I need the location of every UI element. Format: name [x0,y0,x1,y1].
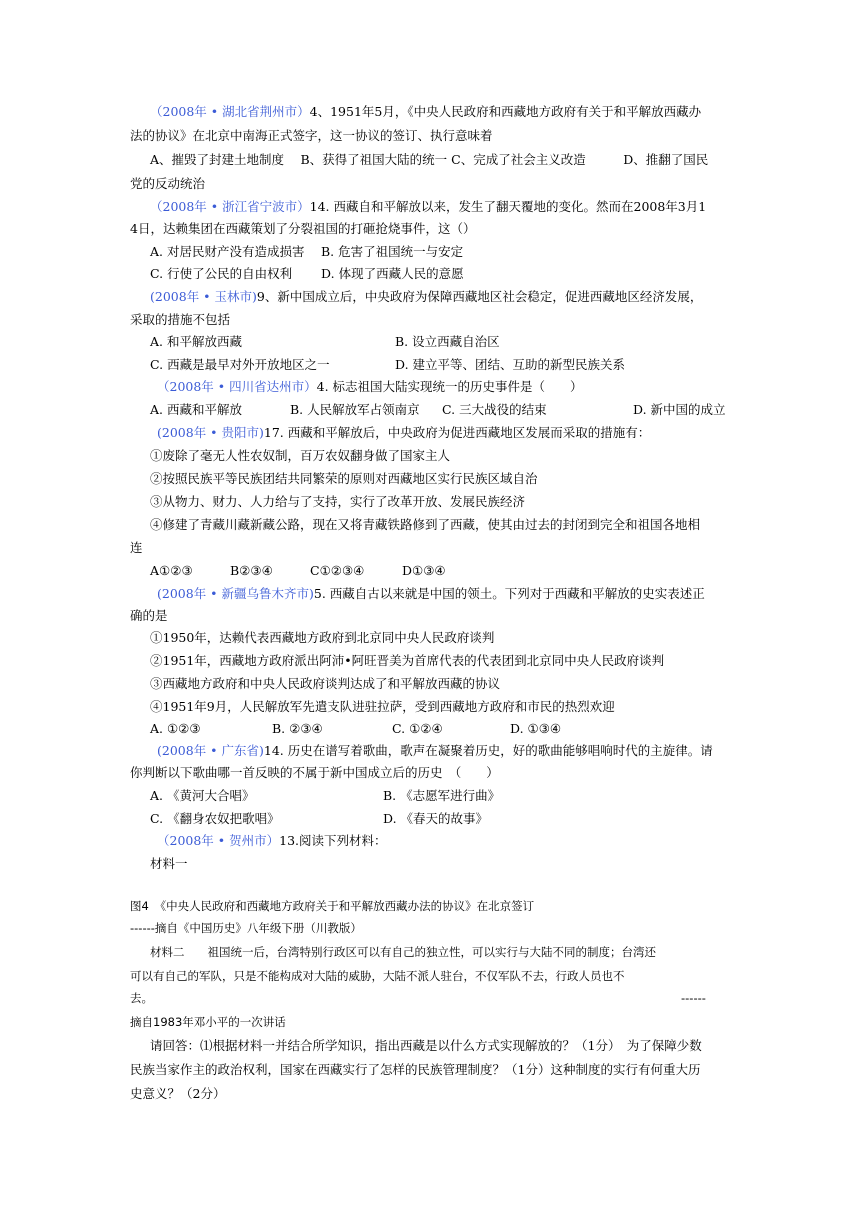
q5-option-b: B②③④ [230,563,273,578]
q8-line1: （2008年 • 贺州市）13.阅读下列材料： [157,833,387,848]
q7-option-c: C. 《翻身农奴把歌唱》 [150,811,280,826]
q4-line1: （2008年 • 四川省达州市）4. 标志祖国大陆实现统一的历史事件是（ ） [157,379,583,394]
q4-option-b: B. 人民解放军占领南京 [290,402,420,417]
q2-source: （2008年 • 浙江省宁波市） [150,199,310,214]
q5-source: (2008年 • 贵阳市) [157,425,264,440]
q1-line1: （2008年 • 湖北省荆州市）4、1951年5月，《中央人民政府和西藏地方政府有关于和平解放西藏办 [150,104,702,119]
q2-option-row: A. 对居民财产没有造成损害 B. 危害了祖国统一与安定 [150,244,464,259]
q5-option-d: D①③④ [402,563,446,578]
figure-source: ------摘自《中国历史》八年级下册（川教版） [130,921,362,935]
q1-options-tail: 党的反动统治 [130,176,206,191]
q2-line2: 4日，达赖集团在西藏策划了分裂祖国的打砸抢烧事件，这（） [130,221,476,236]
q6-item: ①1950年，达赖代表西藏地方政府到北京同中央人民政府谈判 [150,630,495,645]
q6-line2: 确的是 [130,608,168,623]
q2-line1: （2008年 • 浙江省宁波市）14. 西藏自和平解放以来，发生了翻天覆地的变化。然而在2008年3月1 [150,199,707,214]
q5-item: ③从物力、财力、人力给与了支持，实行了改革开放、发展民族经济 [150,494,526,509]
q7-line2: 你判断以下歌曲哪一首反映的不属于新中国成立后的历史 （ ） [130,765,499,780]
q6-item: ②1951年，西藏地方政府派出阿沛•阿旺晋美为首席代表的代表团到北京同中央人民政府谈判 [150,653,665,668]
q6-item: ④1951年9月，人民解放军先遣支队进驻拉萨，受到西藏地方政府和市民的热烈欢迎 [150,699,615,714]
q7-line1: (2008年 • 广东省)14. 历史在谱写着歌曲，歌声在凝聚着历史，好的歌曲能够唱响时代的主旋律。请 [157,743,713,758]
q7-option-a: A. 《黄河大合唱》 [150,788,255,803]
q5-option-a: A①②③ [150,563,193,578]
material2-line1: 材料二 祖国统一后，台湾特别行政区可以有自己的独立性，可以实行与大陆不同的制度；台湾还 [150,945,656,959]
material2-line2: 可以有自己的军队，只是不能构成对大陆的威胁，大陆不派人驻台，不仅军队不去，行政人员也不 [130,969,625,983]
q4-option-c: C. 三大战役的结束 [442,402,547,417]
q5-option-c: C①②③④ [310,563,365,578]
q5-item: ①废除了毫无人性农奴制，百万农奴翻身做了国家主人 [150,448,451,463]
q3-option-b: B. 设立西藏自治区 [395,334,500,349]
q8-material1-label: 材料一 [150,856,188,871]
q3-line1: (2008年 • 玉林市)9、新中国成立后，中央政府为保障西藏地区社会稳定，促进西藏地区经济发展， [150,289,703,304]
material2-dash: ------ [681,991,706,1005]
q5-item: ④修建了青藏川藏新藏公路，现在又将青藏铁路修到了西藏，使其由过去的封闭到完全和祖国各地相 [150,517,701,532]
q6-option-a: A. ①②③ [150,721,201,736]
figure-caption: 图4 《中央人民政府和西藏地方政府关于和平解放西藏办法的协议》在北京签订 [130,899,535,913]
q8-ask-line2: 民族当家作主的政治权利，国家在西藏实行了怎样的民族管理制度？（1分）这种制度的实行有何重大历 [130,1062,701,1077]
q6-option-d: D. ①③④ [510,721,562,736]
q3-line2: 采取的措施不包括 [130,312,231,327]
q1-source: （2008年 • 湖北省荆州市） [150,104,310,119]
q6-source: (2008年 • 新疆乌鲁木齐市) [157,586,314,601]
q7-option-b: B. 《志愿军进行曲》 [383,788,501,803]
q7-source: (2008年 • 广东省) [157,743,264,758]
material2-line3: 去。 [130,991,153,1005]
q4-source: （2008年 • 四川省达州市） [157,379,317,394]
q7-option-d: D. 《春天的故事》 [383,811,489,826]
q1-line2: 法的协议》在北京中南海正式签字，这一协议的签订、执行意味着 [130,128,493,143]
q1-options: A、摧毁了封建土地制度 B、获得了祖国大陆的统一 C、完成了社会主义改造 D、推翻了国民 [150,152,709,167]
q8-ask-line1: 请回答：⑴根据材料一并结合所学知识，指出西藏是以什么方式实现解放的？（1分） 为了保障少数 [150,1038,702,1053]
q8-ask-line3: 史意义？（2分） [130,1086,226,1101]
q3-option-d: D. 建立平等、团结、互助的新型民族关系 [395,357,626,372]
q5-line1: (2008年 • 贵阳市)17. 西藏和平解放后，中央政府为促进西藏地区发展而采取的措施有： [157,425,651,440]
q6-option-c: C. ①②④ [392,721,443,736]
q8-source: （2008年 • 贺州市） [157,833,280,848]
material2-source: 摘自1983年邓小平的一次讲话 [130,1015,286,1029]
q3-option-c: C. 西藏是最早对外开放地区之一 [150,357,330,372]
q6-item: ③西藏地方政府和中央人民政府谈判达成了和平解放西藏的协议 [150,676,501,691]
q4-option-d: D. 新中国的成立 [633,402,726,417]
q6-option-b: B. ②③④ [272,721,323,736]
q3-option-a: A. 和平解放西藏 [150,334,242,349]
q2-option-row: C. 行使了公民的自由权利 D. 体现了西藏人民的意愿 [150,266,464,281]
q4-option-a: A. 西藏和平解放 [150,402,242,417]
q5-item-tail: 连 [130,540,143,555]
q5-item: ②按照民族平等民族团结共同繁荣的原则对西藏地区实行民族区域自治 [150,471,538,486]
q3-source: (2008年 • 玉林市) [150,289,257,304]
q6-line1: (2008年 • 新疆乌鲁木齐市)5. 西藏自古以来就是中国的领土。下列对于西藏和平解放的史实表述正 [157,586,705,601]
